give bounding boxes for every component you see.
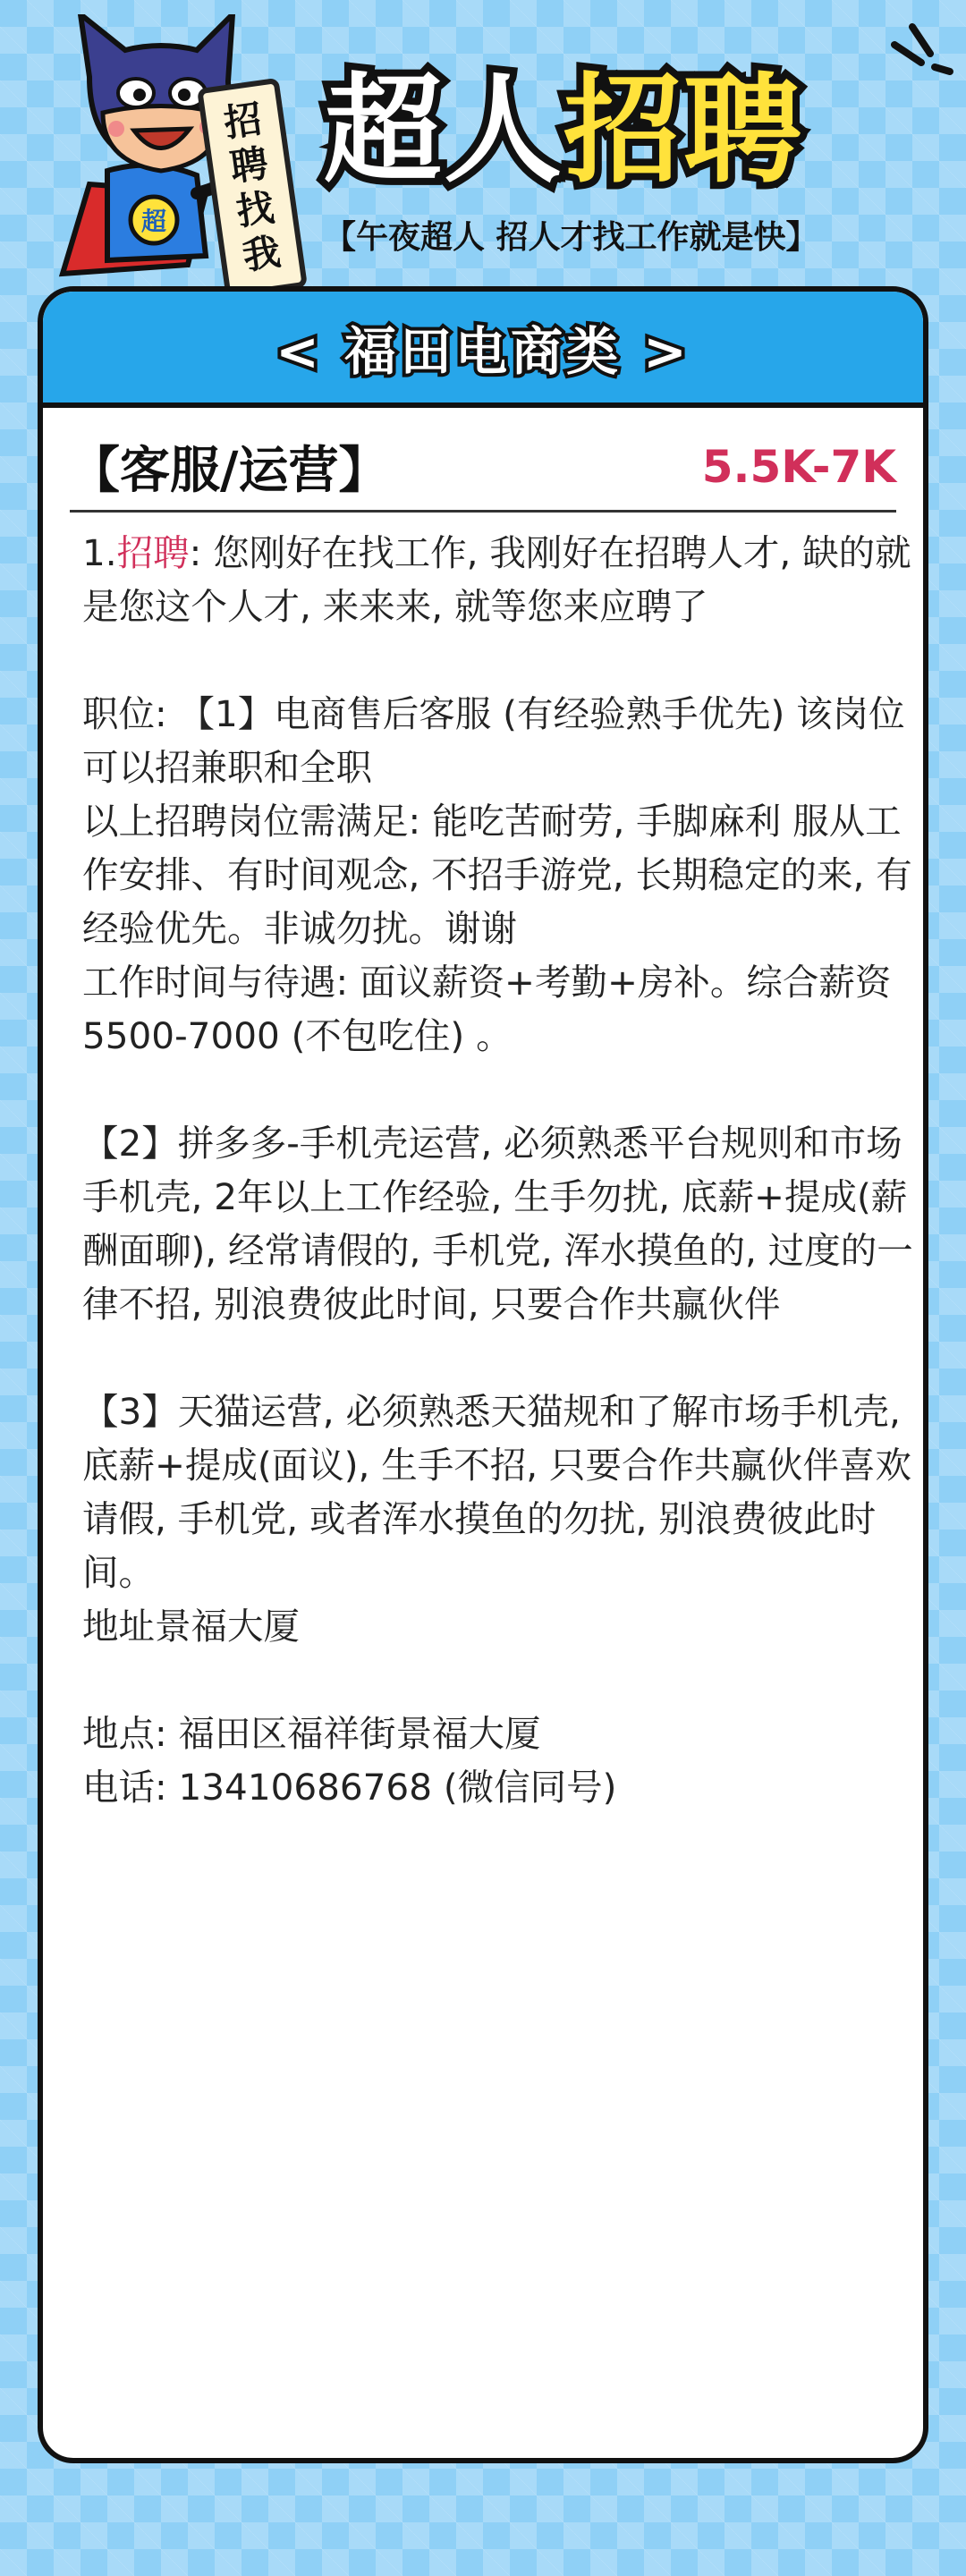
job-title: 【客服/运营】 xyxy=(70,442,389,500)
salary-range: 5.5K-7K xyxy=(701,441,896,493)
job-heading-row xyxy=(70,424,896,513)
intro-text: : 您刚好在找工作, 我刚好在招聘人才, 缺的就是您这个人才, 来来来, 就等您来应聘了 xyxy=(82,531,911,628)
spark-lines-icon xyxy=(886,18,957,89)
job-description xyxy=(82,526,916,1814)
category-header xyxy=(43,292,923,408)
intro-highlight: 招聘 xyxy=(116,531,190,574)
slogan: 【午夜超人 招人才找工作就是快】 xyxy=(324,218,818,256)
location-text: 地点: 福田区福祥街景福大厦 xyxy=(82,1712,541,1755)
sign-char: 我 xyxy=(240,229,284,278)
position-2-paragraph: 【2】拼多多-手机壳运营, 必须熟悉平台规则和市场手机壳, 2年以上工作经验, 生手勿扰, 底薪+提成(薪酬面聊), 经常请假的, 手机党, 浑水摸鱼的, 过度的一律不招, 别浪费彼此时间, 只要合作共赢伙伴 xyxy=(82,1122,913,1326)
sign-char: 招 xyxy=(221,97,265,146)
intro-paragraph xyxy=(82,526,916,633)
category-title: < 福田电商类 > xyxy=(275,321,691,382)
page-title xyxy=(324,48,950,199)
sign-char: 聘 xyxy=(227,140,271,190)
mascot-badge-char: 超 xyxy=(140,207,167,236)
title-part-hiring: 招聘 xyxy=(564,62,803,199)
sign-char: 找 xyxy=(233,185,277,234)
phone-text: 电话: 13410686768 (微信同号) xyxy=(82,1766,617,1809)
intro-number: 1. xyxy=(82,531,117,574)
title-part-superman: 超人 xyxy=(324,62,564,199)
position-1-paragraph: 职位: 【1】电商售后客服 (有经验熟手优先) 该岗位可以招兼职和全职 以上招聘岗位需满足: 能吃苦耐劳, 手脚麻利 服从工作安排、有时间观念, 不招手游党, 长期稳定的来, 有经验优先。非诚勿扰。谢谢 工作时间与待遇: 面议薪资+考勤+房补。综合薪资5500-7000 (不包吃住) 。 xyxy=(82,692,912,1057)
position-3-paragraph: 【3】天猫运营, 必须熟悉天猫规和了解市场手机壳, 底薪+提成(面议), 生手不招, 只要合作共赢伙伴喜欢请假, 手机党, 或者浑水摸鱼的勿扰, 别浪费彼此时间。 地址景福大厦 xyxy=(82,1390,912,1648)
job-card xyxy=(38,286,928,2463)
